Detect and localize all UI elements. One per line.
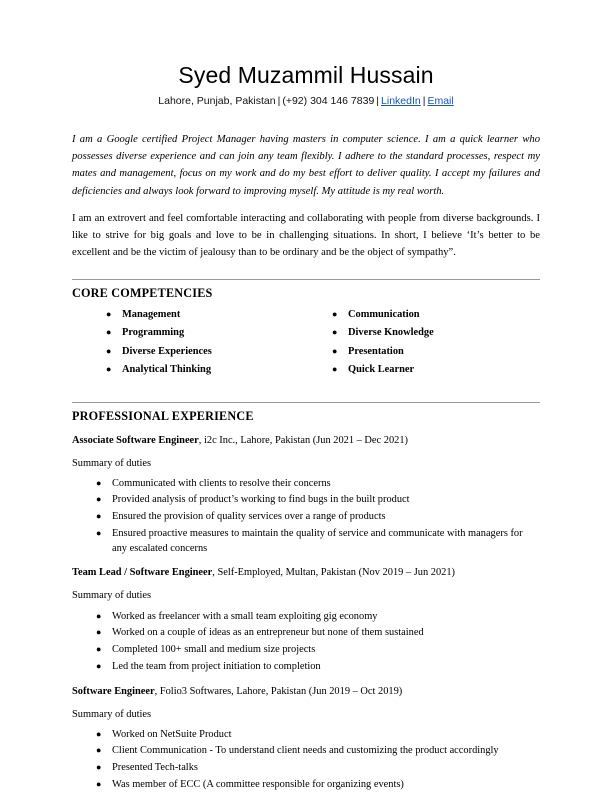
job-title-line: [72, 434, 540, 448]
competency-label: Diverse Knowledge: [348, 327, 434, 339]
competency-item: [106, 328, 306, 338]
bullet-icon: ●: [332, 345, 338, 356]
competency-label: Communication: [348, 309, 420, 321]
job-title-line: [72, 685, 540, 699]
competency-label: Quick Learner: [348, 364, 415, 376]
duty-item: [72, 778, 540, 793]
duties-heading: Summary of duties: [72, 457, 152, 469]
job-title-line: [72, 566, 540, 580]
summary-section: [72, 131, 540, 261]
duty-text: Presented Tech-talks: [112, 762, 198, 774]
contact-separator-3: |: [422, 95, 426, 108]
bullet-icon: ●: [332, 327, 338, 338]
linkedin-link[interactable]: LinkedIn: [381, 95, 421, 108]
duty-text: Ensured the provision of quality services over a range of products: [112, 511, 386, 523]
duty-item: [72, 660, 540, 675]
duty-item: [72, 493, 540, 508]
duties-heading: Summary of duties: [72, 708, 152, 720]
competencies-left-column: [72, 310, 306, 384]
duties-heading: Summary of duties: [72, 590, 152, 602]
resume-header: [72, 0, 540, 109]
duty-text: Completed 100+ small and medium size projects: [112, 644, 316, 656]
competency-item: [106, 347, 306, 357]
bullet-icon: ●: [96, 527, 102, 538]
duty-item: [72, 626, 540, 641]
job-meta: , Self-Employed, Multan, Pakistan (Nov 2019 – Jun 2021): [212, 567, 455, 579]
job-role: Team Lead / Software Engineer: [72, 567, 213, 579]
duty-text: Worked on NetSuite Product: [112, 728, 232, 740]
duties-list: [72, 477, 540, 557]
job-meta: , i2c Inc., Lahore, Pakistan (Jun 2021 – Dec 2021): [198, 434, 408, 446]
competencies-columns: [72, 310, 540, 384]
duty-item: [72, 527, 540, 557]
duty-item: [72, 610, 540, 625]
bullet-icon: ●: [96, 728, 102, 739]
bullet-icon: ●: [96, 660, 102, 671]
bullet-icon: ●: [96, 610, 102, 621]
competency-label: Analytical Thinking: [122, 364, 212, 376]
job-meta: , Folio3 Softwares, Lahore, Pakistan (Jun 2019 – Oct 2019): [154, 685, 403, 697]
duty-text: Provided analysis of product’s working to find bugs in the built product: [112, 494, 410, 506]
email-link[interactable]: Email: [427, 95, 454, 108]
bullet-icon: ●: [106, 364, 112, 375]
duty-item: [72, 510, 540, 525]
bullet-icon: ●: [106, 309, 112, 320]
bullet-icon: ●: [96, 745, 102, 756]
contact-phone: (+92) 304 146 7839: [282, 95, 375, 108]
duty-item: [72, 744, 540, 759]
section-divider-competencies: [72, 279, 540, 280]
competency-item: [332, 365, 540, 375]
competency-label: Presentation: [348, 345, 404, 357]
candidate-name: Syed Muzammil Hussain: [178, 62, 434, 88]
duty-item: [72, 728, 540, 743]
contact-separator-2: |: [376, 95, 380, 108]
bullet-icon: ●: [96, 778, 102, 789]
summary-paragraph-italic: I am a Google certified Project Manager having masters in computer science. I am a quick learner who possesses diverse experience and can join any team flexibly. I adhere to the standard processes, respect my mates and management, focus on my work and do my best effort to deliver quality. I accept my failures and deficiencies and always look forward to improving myself. My attitude is my real worth.: [72, 134, 540, 197]
duties-list: [72, 728, 540, 793]
contact-line: [72, 95, 540, 109]
competencies-right-column: [306, 310, 540, 384]
bullet-icon: ●: [332, 364, 338, 375]
duty-text: Worked on a couple of ideas as an entrepreneur but none of them sustained: [112, 627, 424, 639]
bullet-icon: ●: [96, 494, 102, 505]
contact-separator-1: |: [277, 95, 281, 108]
duty-text: Worked as freelancer with a small team exploiting gig economy: [112, 610, 378, 622]
job-entry: [72, 566, 540, 674]
competency-item: [332, 347, 540, 357]
job-role: Software Engineer: [72, 685, 155, 697]
professional-experience-title: PROFESSIONAL EXPERIENCE: [72, 408, 254, 423]
competency-item: [332, 310, 540, 320]
competency-label: Programming: [122, 327, 185, 339]
bullet-icon: ●: [332, 309, 338, 320]
section-divider-experience: [72, 402, 540, 403]
duty-text: Client Communication - To understand client needs and customizing the product accordingly: [112, 745, 499, 757]
bullet-icon: ●: [96, 627, 102, 638]
bullet-icon: ●: [106, 327, 112, 338]
duty-item: [72, 477, 540, 492]
duty-item: [72, 761, 540, 776]
duty-text: Ensured proactive measures to maintain the quality of service and communicate with managers for any escalated concerns: [112, 527, 523, 554]
competency-item: [106, 310, 306, 320]
bullet-icon: ●: [106, 345, 112, 356]
duty-text: Led the team from project initiation to completion: [112, 660, 321, 672]
professional-experience-section: [72, 402, 540, 793]
core-competencies-section: [72, 279, 540, 383]
duty-item: [72, 643, 540, 658]
job-entry: [72, 685, 540, 793]
duty-text: Was member of ECC (A committee responsible for organizing events): [112, 778, 404, 790]
core-competencies-title: CORE COMPETENCIES: [72, 286, 213, 301]
duty-text: Communicated with clients to resolve their concerns: [112, 477, 331, 489]
duties-list: [72, 610, 540, 675]
competency-item: [332, 328, 540, 338]
competency-label: Management: [122, 309, 181, 321]
bullet-icon: ●: [96, 511, 102, 522]
bullet-icon: ●: [96, 644, 102, 655]
bullet-icon: ●: [96, 477, 102, 488]
bullet-icon: ●: [96, 762, 102, 773]
contact-location: Lahore, Punjab, Pakistan: [158, 95, 276, 108]
job-role: Associate Software Engineer: [72, 434, 199, 446]
job-entry: [72, 434, 540, 557]
summary-paragraph-plain: I am an extrovert and feel comfortable interacting and collaborating with people from diverse backgrounds. I like to strive for big goals and love to be in challenging situations. In short, I believe ‘It’s better to be excellent and be the victim of jealousy than to be ordinary and be the object of sympathy”.: [72, 212, 540, 259]
competency-item: [106, 365, 306, 375]
competency-label: Diverse Experiences: [122, 345, 212, 357]
